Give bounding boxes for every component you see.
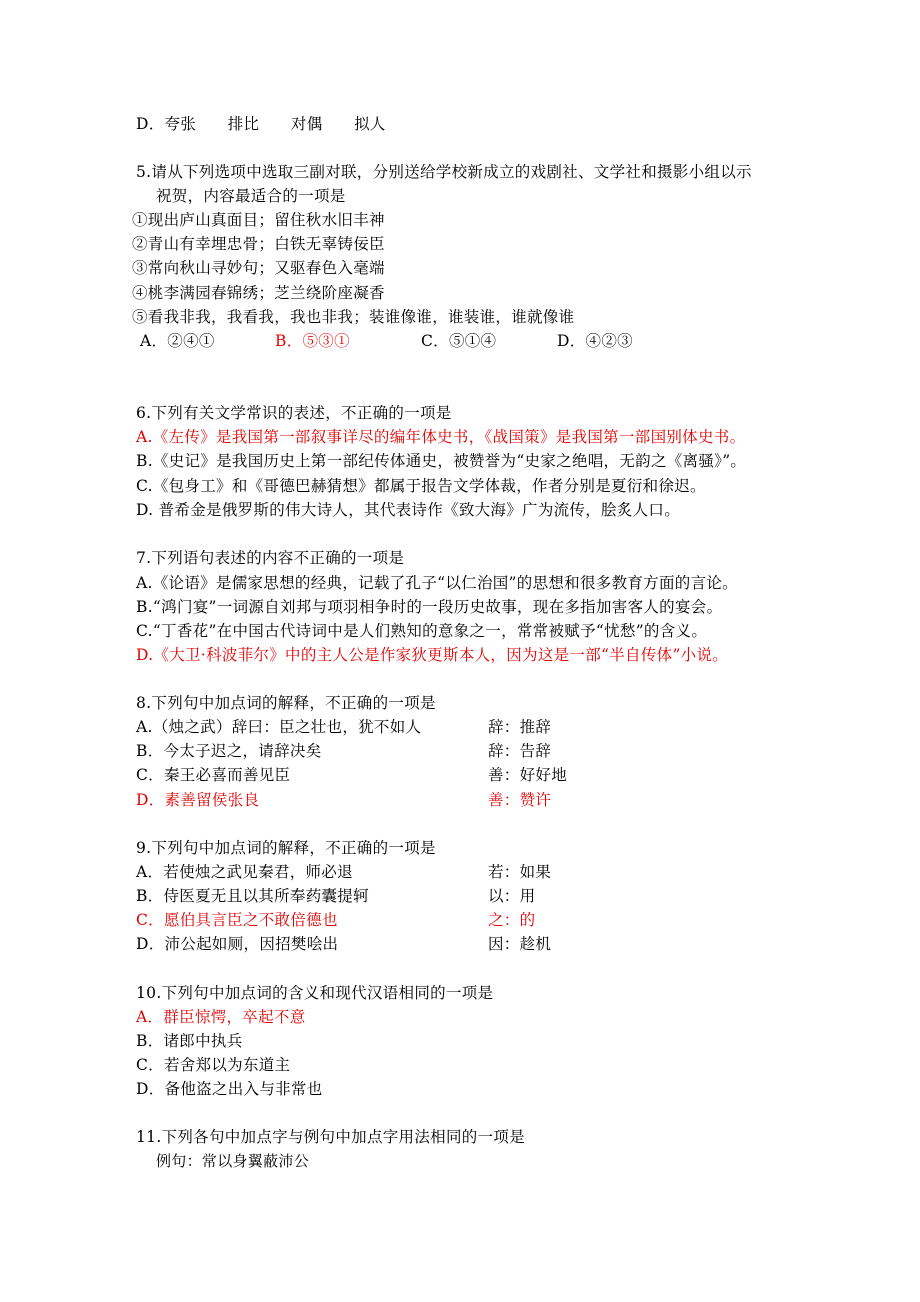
q9-option-b-note: 以：用 xyxy=(488,887,536,905)
q4-option-d: D．夸张 排比 对偶 拟人 xyxy=(136,115,386,133)
q10-stem: 10.下列句中加点词的含义和现代汉语相同的一项是 xyxy=(136,984,494,1002)
q8-stem: 8.下列句中加点词的解释，不正确的一项是 xyxy=(136,694,436,712)
q5-stem: 5.请从下列选项中选取三副对联，分别送给学校新成立的戏剧社、文学社和摄影小组以示 xyxy=(136,163,752,181)
q5-item-5: ⑤看我非我，我看我，我也非我；装谁像谁，谁装谁，谁就像谁 xyxy=(132,308,575,326)
q9-option-a-note: 若：如果 xyxy=(488,863,552,881)
q6-option-a-answer: A.《左传》是我国第一部叙事详尽的编年体史书，《战国策》是我国第一部国别体史书。 xyxy=(136,428,746,446)
q10-option-c: C．若舍郑以为东道主 xyxy=(136,1056,291,1074)
q10-option-a-answer: A．群臣惊愕，卒起不意 xyxy=(136,1008,306,1026)
q7-option-d-answer: D.《大卫·科波菲尔》中的主人公是作家狄更斯本人，因为这是一部“半自传体”小说。 xyxy=(136,646,729,664)
q8-option-c: C．秦王必喜而善见臣 xyxy=(136,766,291,784)
q8-option-c-note: 善：好好地 xyxy=(488,766,568,784)
q9-option-b: B．侍医夏无且以其所奉药囊提轲 xyxy=(136,887,369,905)
q5-item-3: ③常向秋山寻妙句；又驱春色入毫端 xyxy=(132,259,385,277)
q5-option-d: D．④②③ xyxy=(557,332,633,350)
q10-option-d: D．备他盗之出入与非常也 xyxy=(136,1080,323,1098)
q8-option-b: B．今太子迟之，请辞决矣 xyxy=(136,742,322,760)
q6-option-c: C.《包身工》和《哥德巴赫猜想》都属于报告文学体裁，作者分别是夏衍和徐迟。 xyxy=(136,477,706,495)
q6-option-d: D. 普希金是俄罗斯的伟大诗人，其代表诗作《致大海》广为流传，脍炙人口。 xyxy=(136,501,681,519)
q5-item-2: ②青山有幸埋忠骨；白铁无辜铸佞臣 xyxy=(132,235,385,253)
q7-stem: 7.下列语句表述的内容不正确的一项是 xyxy=(136,549,405,567)
q7-option-c: C.“丁香花”在中国古代诗词中是人们熟知的意象之一，常常被赋予“忧愁”的含义。 xyxy=(136,622,708,640)
q8-option-a-note: 辞：推辞 xyxy=(488,718,552,736)
q9-option-d-note: 因：趁机 xyxy=(488,935,552,953)
q8-option-a: A.（烛之武）辞曰：臣之壮也，犹不如人 xyxy=(136,718,422,736)
q6-option-b: B.《史记》是我国历史上第一部纪传体通史，被赞誉为“史家之绝唱，无韵之《离骚》”。 xyxy=(136,452,747,470)
q10-option-b: B．诸郎中执兵 xyxy=(136,1032,243,1050)
q9-option-c-note: 之：的 xyxy=(488,911,536,929)
q11-example: 例句：常以身翼蔽沛公 xyxy=(156,1152,310,1170)
q5-stem-cont: 祝贺，内容最适合的一项是 xyxy=(156,187,346,205)
q5-item-4: ④桃李满园春锦绣；芝兰绕阶座凝香 xyxy=(132,284,385,302)
q5-option-a: A．②④① xyxy=(140,332,215,350)
q9-stem: 9.下列句中加点词的解释，不正确的一项是 xyxy=(136,839,436,857)
q5-option-c: C．⑤①④ xyxy=(421,332,497,350)
q9-option-a: A．若使烛之武见秦君，师必退 xyxy=(136,863,353,881)
q9-option-c-answer: C．愿伯具言臣之不敢倍德也 xyxy=(136,911,338,929)
q8-option-b-note: 辞：告辞 xyxy=(488,742,552,760)
q5-item-1: ①现出庐山真面目；留住秋水旧丰神 xyxy=(132,211,385,229)
q11-stem: 11.下列各句中加点字与例句中加点字用法相同的一项是 xyxy=(136,1128,525,1146)
q7-option-a: A.《论语》是儒家思想的经典，记载了孔子“以仁治国”的思想和很多教育方面的言论。 xyxy=(136,574,738,592)
q7-option-b: B.“鸿门宴”一词源自刘邦与项羽相争时的一段历史故事，现在多指加害客人的宴会。 xyxy=(136,598,723,616)
q8-option-d-answer: D．素善留侯张良 xyxy=(136,791,260,809)
q9-option-d: D．沛公起如厕，因招樊哙出 xyxy=(136,935,339,953)
q6-stem: 6.下列有关文学常识的表述，不正确的一项是 xyxy=(136,404,452,422)
q5-option-b-answer: B．⑤③① xyxy=(275,332,350,350)
q8-option-d-note: 善：赞许 xyxy=(488,791,552,809)
